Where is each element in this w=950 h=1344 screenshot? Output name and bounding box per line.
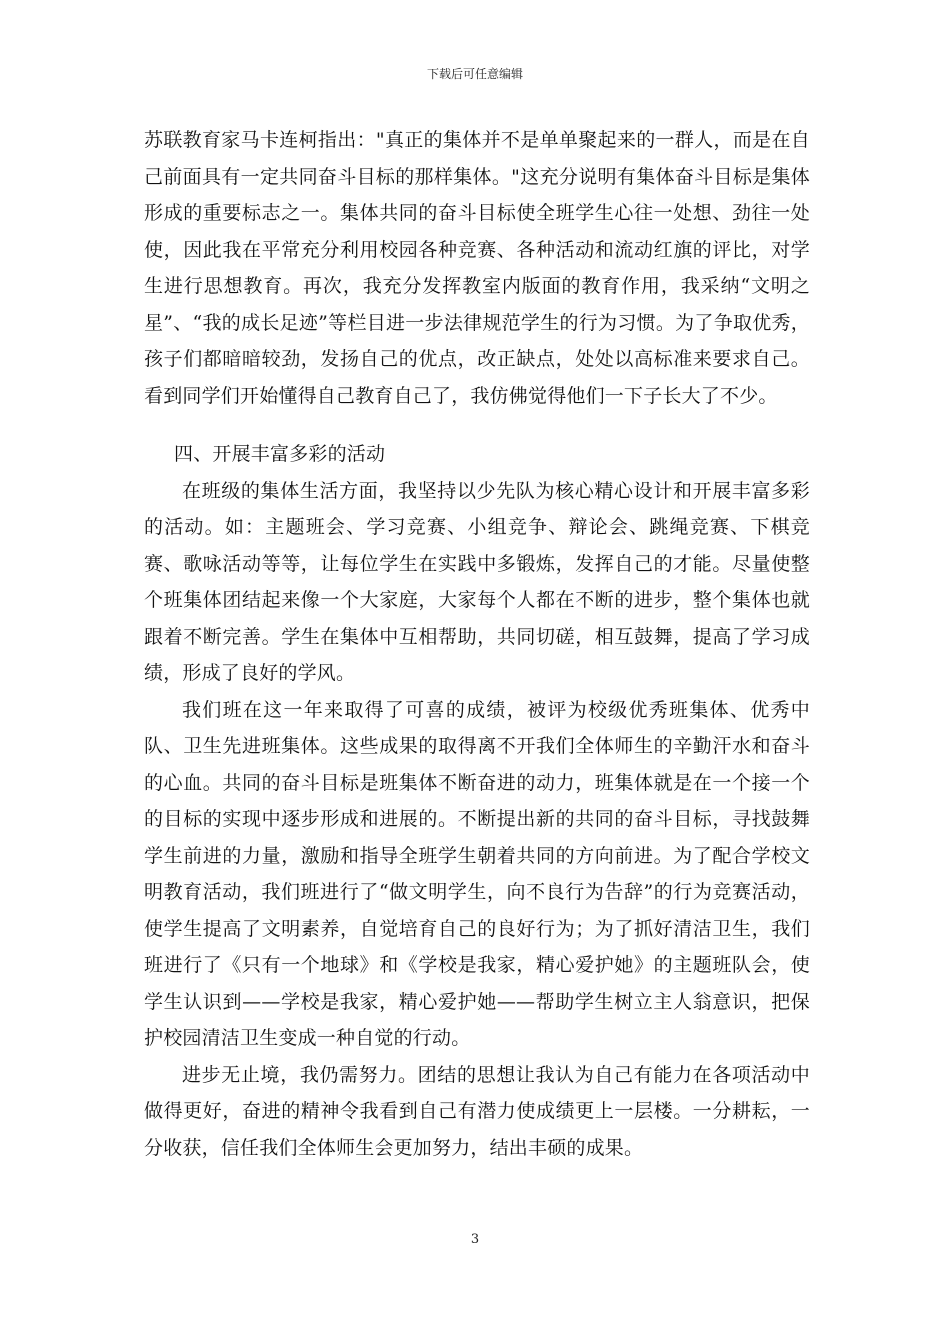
page-number: 3 bbox=[470, 1232, 480, 1247]
paragraph-activities: 在班级的集体生活方面，我坚持以少先队为核心精心设计和开展丰富多彩的活动。如：主题班会、学习竞赛、小组竞争、辩论会、跳绳竞赛、下棋竞赛、歌咏活动等等，让每位学生在实践中多锻炼，发挥自己的才能。尽量使整个班集体团结起来像一个大家庭，大家每个人都在不断的进步，整个集体也就跟着不断完善。学生在集体中互相帮助，共同切磋，相互鼓舞，提高了学习成绩，形成了良好的学风。 bbox=[144, 479, 810, 684]
paragraph-collective-goals: 苏联教育家马卡连柯指出："真正的集体并不是单单聚起来的一群人，而是在自己前面具有一定共同奋斗目标的那样集体。"这充分说明有集体奋斗目标是集体形成的重要标志之一。集体共同的奋斗目标使全班学生心往一处想、劲往一处使，因此我在平常充分利用校园各种竞赛、各种活动和流动红旗的评比，对学生进行思想教育。再次，我充分发挥教室内版面的教育作用，我采纳“文明之星”、“我的成长足迹”等栏目进一步法律规范学生的行为习惯。为了争取优秀，孩子们都暗暗较劲，发扬自己的优点，改正缺点，处处以高标准来要求自己。看到同学们开始懂得自己教育自己了，我仿佛觉得他们一下子长大了不少。 bbox=[144, 129, 810, 407]
document-body bbox=[144, 122, 810, 1166]
page-header: 下载后可任意编辑 bbox=[426, 67, 523, 81]
section-heading-activities: 四、开展丰富多彩的活动 bbox=[174, 443, 386, 465]
paragraph-conclusion: 进步无止境，我仍需努力。团结的思想让我认为自己有能力在各项活动中做得更好，奋进的精神令我看到自己有潜力使成绩更上一层楼。一分耕耘，一分收获，信任我们全体师生会更加努力，结出丰硕的成果。 bbox=[144, 1063, 810, 1159]
paragraph-achievements: 我们班在这一年来取得了可喜的成绩，被评为校级优秀班集体、优秀中队、卫生先进班集体。这些成果的取得离不开我们全体师生的辛勤汗水和奋斗的心血。共同的奋斗目标是班集体不断奋进的动力，班集体就是在一个接一个的目标的实现中逐步形成和进展的。不断提出新的共同的奋斗目标，寻找鼓舞学生前进的力量，激励和指导全班学生朝着共同的方向前进。为了配合学校文明教育活动，我们班进行了“做文明学生，向不良行为告辞”的行为竞赛活动，使学生提高了文明素养，自觉培育自己的良好行为；为了抓好清洁卫生，我们班进行了《只有一个地球》和《学校是我家，精心爱护她》的主题班队会，使学生认识到——学校是我家，精心爱护她——帮助学生树立主人翁意识，把保护校园清洁卫生变成一种自觉的行动。 bbox=[144, 698, 810, 1049]
